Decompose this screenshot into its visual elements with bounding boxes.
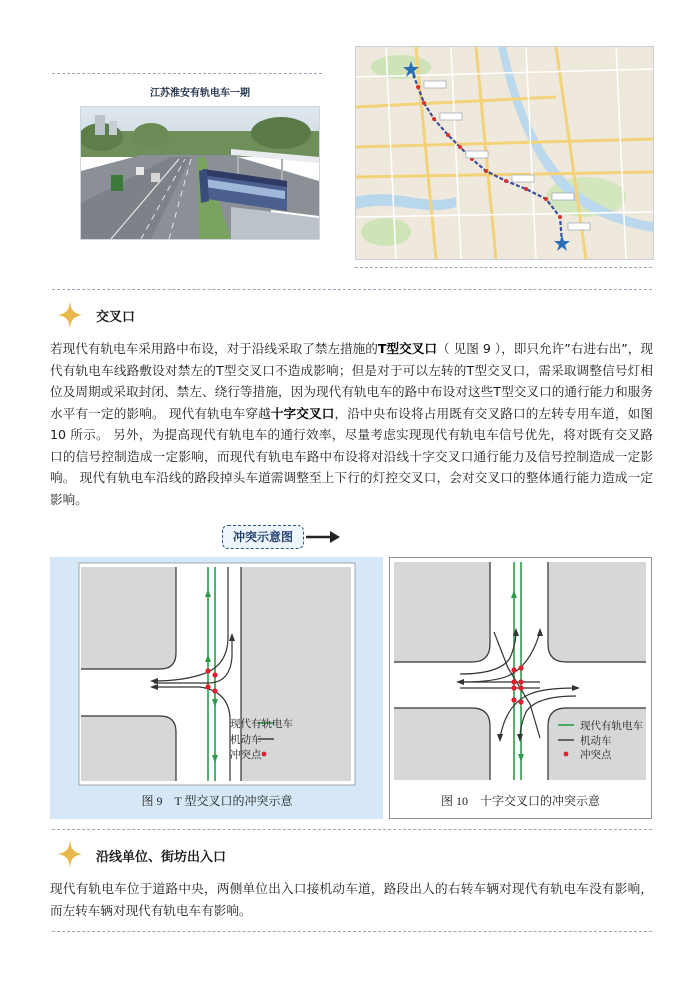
diamond-star-icon-2 <box>58 840 82 868</box>
legend-conflict-label-2: 冲突点 <box>580 750 612 761</box>
figure-9-caption: 图 9 T 型交叉口的冲突示意 <box>141 794 293 808</box>
legend-tram-label-2: 现代有轨电车 <box>580 721 643 732</box>
top-divider-right <box>355 267 652 268</box>
section-divider-1 <box>52 289 652 290</box>
section-title-intersection: 交叉口 <box>96 309 136 324</box>
route-map <box>355 46 654 260</box>
para-intersection-run-4: ，沿中央布设将占用既有交叉路口的左转专用车道，如图 10 所示。 另外，为提高现代有轨电车的通行效率，尽量考虑实现现代有轨电车信号优先，将对既有交叉路口的信号控制造成一定影响，而现代有轨电车路中布设将对沿线十字交叉口通行能力及信号控制造成一定影响。 现代有轨电车沿线的路段掉头车道需调整至上下行的灯控交叉口，会对交叉口的整体通行能力造成一定影响。 <box>50 405 654 507</box>
legend-vehicle-label-2: 机动车 <box>580 736 612 747</box>
tram-photo <box>80 106 320 240</box>
top-divider-left <box>52 73 322 74</box>
figure-10-panel <box>389 557 652 819</box>
legend-conflict-label: 冲突点 <box>230 750 262 761</box>
section-paragraph-intersection <box>50 338 653 510</box>
bottom-divider <box>52 931 652 932</box>
section-paragraph-entrances <box>50 878 653 921</box>
para-intersection-run-3: 十字交叉口 <box>270 405 335 421</box>
figure-10-caption: 图 10 十字交叉口的冲突示意 <box>440 794 600 808</box>
section-title-entrances: 沿线单位、街坊出入口 <box>96 849 227 864</box>
section-divider-2 <box>52 829 652 830</box>
legend-vehicle-label: 机动车 <box>230 735 262 746</box>
figure-9-panel <box>50 557 383 819</box>
para-intersection-run-1: T型交叉口 <box>377 341 437 356</box>
para-intersection-run-0: 若现代有轨电车采用路中布设，对于沿线采取了禁左措施的 <box>50 341 378 356</box>
conflict-diagram-tag: 冲突示意图 <box>222 525 304 549</box>
arrow-right-icon <box>306 530 340 544</box>
legend-tram-label: 现代有轨电车 <box>230 719 293 730</box>
para-intersection-run-2: （ 见图 9 ），即只允许”右进右出”，现代有轨电车线路敷设对禁左的T型交叉口不造成影响；但是对于可以左转的T型交叉口，需采取调整信号灯相位及周期或采取封闭、禁左、绕行等措施，因为现代有轨电车的路中布设对这些T型交叉口的通行能力和服务水平有一定的影响。 现代有轨电车穿越 <box>50 341 654 421</box>
para-entrances-run-0: 现代有轨电车位于道路中央，两侧单位出入口接机动车道，路段出人的右转车辆对现代有轨电车没有影响，而左转车辆对现代有轨电车有影响。 <box>50 881 653 918</box>
diamond-star-icon <box>58 301 82 329</box>
photo-caption: 江苏淮安有轨电车一期 <box>150 88 250 99</box>
